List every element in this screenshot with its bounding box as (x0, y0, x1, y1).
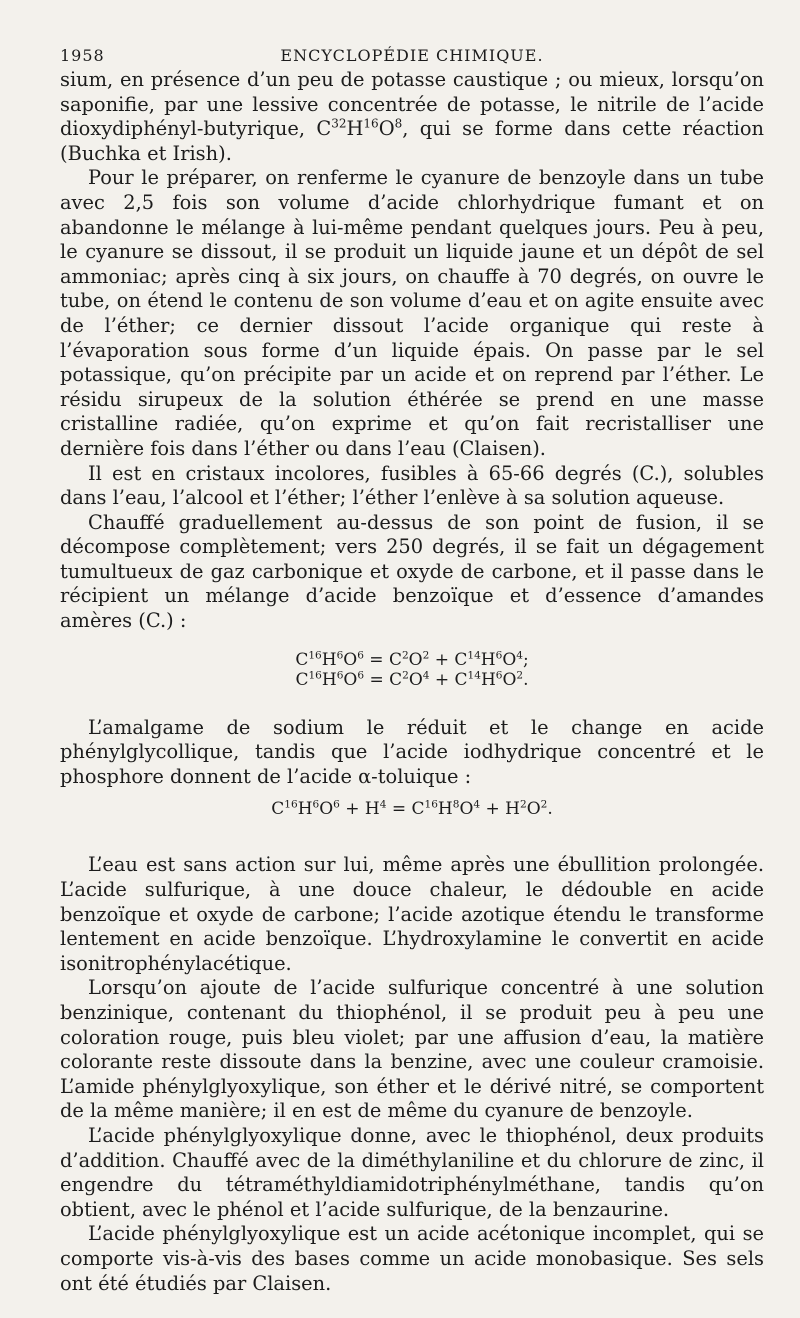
paragraph-2: Pour le préparer, on renferme le cyanure de benzoyle dans un tube avec 2,5 fois son volume d’acide chlorhydrique fumant et on abandonne le mélange à lui-même pendant quelques jours. Peu à peu, le cyanure se dissout, il se produit un liquide jaune et un dépôt de sel ammoniac; après cinq à six jours, on chauffe à 70 degrés, on ouvre le tube, on étend le contenu de son volume d’eau et on agite ensuite avec de l’éther; ce dernier dissout l’acide organique qui reste à l’évaporation sous forme d’un liquide épais. On passe par le sel potassique, qu’on précipite par un acide et on reprend par l’éther. Le résidu sirupeux de la solution éthérée se prend en une masse cristalline radiée, qu’on exprime et qu’on fait recristalliser une dernière fois dans l’éther ou dans l’eau (Claisen). (60, 166, 764, 460)
paragraph-6: L’eau est sans action sur lui, même après une ébullition prolongée. L’acide sulfurique, à une douce chaleur, le dédouble en acide benzoïque et oxyde de carbone; l’acide azotique étendu le transforme lentement en acide benzoïque. L’hydroxylamine le convertit en acide isonitrophénylacétique. (60, 853, 764, 975)
paragraph-3: Il est en cristaux incolores, fusibles à 65-66 degrés (C.), solubles dans l’eau, l’alcool et l’éther; l’éther l’enlève à sa solution aqueuse. (60, 461, 764, 510)
formula-decomposition-2: $C^{16}H^6O^6 = C^2O^4 + C^{14}H^6O^2$. (295, 669, 529, 690)
paragraph-8: L’acide phénylglyoxylique donne, avec le thiophénol, deux produits d’addition. Chauffé avec de la diméthylaniline et du chlorure de zinc, il engendre du tétraméthyldiamidotriphénylméthane, tandis qu’on obtient, avec le phénol et l’acide sulfurique, de la benzaurine. (60, 1123, 764, 1221)
running-title: ENCYCLOPÉDIE CHIMIQUE. (280, 46, 544, 65)
paragraph-9: L’acide phénylglyoxylique est un acide acétonique incomplet, qui se comporte vis-à-vis des bases comme un acide monobasique. Ses sels ont été étudiés par Claisen. (60, 1222, 764, 1295)
page-number: 1958 (60, 46, 105, 65)
paragraph-1: sium, en présence d’un peu de potasse caustique ; ou mieux, lorsqu’on saponifie, par une lessive concentrée de potasse, le nitrile de l’acide dioxydiphényl-butyrique, $C^{32}H^{16}O^8$, qui se forme dans cette réaction (Buchka et Irish). (60, 68, 764, 165)
formula-reduction: $C^{16}H^6O^6 + H^4 = C^{16}H^8O^4 + H^2O^2$. (271, 798, 553, 820)
page-header (60, 38, 764, 68)
paragraph-7: Lorsqu’on ajoute de l’acide sulfurique concentré à une solution benzinique, contenant du thiophénol, il se produit peu à peu une coloration rouge, puis bleu violet; par une affusion d’eau, la matière colorante reste dissoute dans la benzine, avec une couleur cramoisie. L’amide phénylglyoxylique, son éther et le dérivé nitré, se comportent de la même manière; il en est de même du cyanure de benzoyle. (60, 976, 764, 1123)
body-text (60, 68, 764, 1296)
paragraph-4: Chauffé graduellement au-dessus de son point de fusion, il se décompose complètement; vers 250 degrés, il se fait un dégagement tumultueux de gaz carbonique et oxyde de carbone, et il passe dans le récipient un mélange d’acide benzoïque et d’essence d’amandes amères (C.) : (60, 510, 764, 633)
paragraph-5: L’amalgame de sodium le réduit et le change en acide phénylglycollique, tandis que l’acide iodhydrique concentré et le phosphore donnent de l’acide α-toluique : (60, 715, 764, 788)
formula-decomposition-1: $C^{16}H^6O^6 = C^2O^2 + C^{14}H^6O^4$; (295, 649, 529, 670)
